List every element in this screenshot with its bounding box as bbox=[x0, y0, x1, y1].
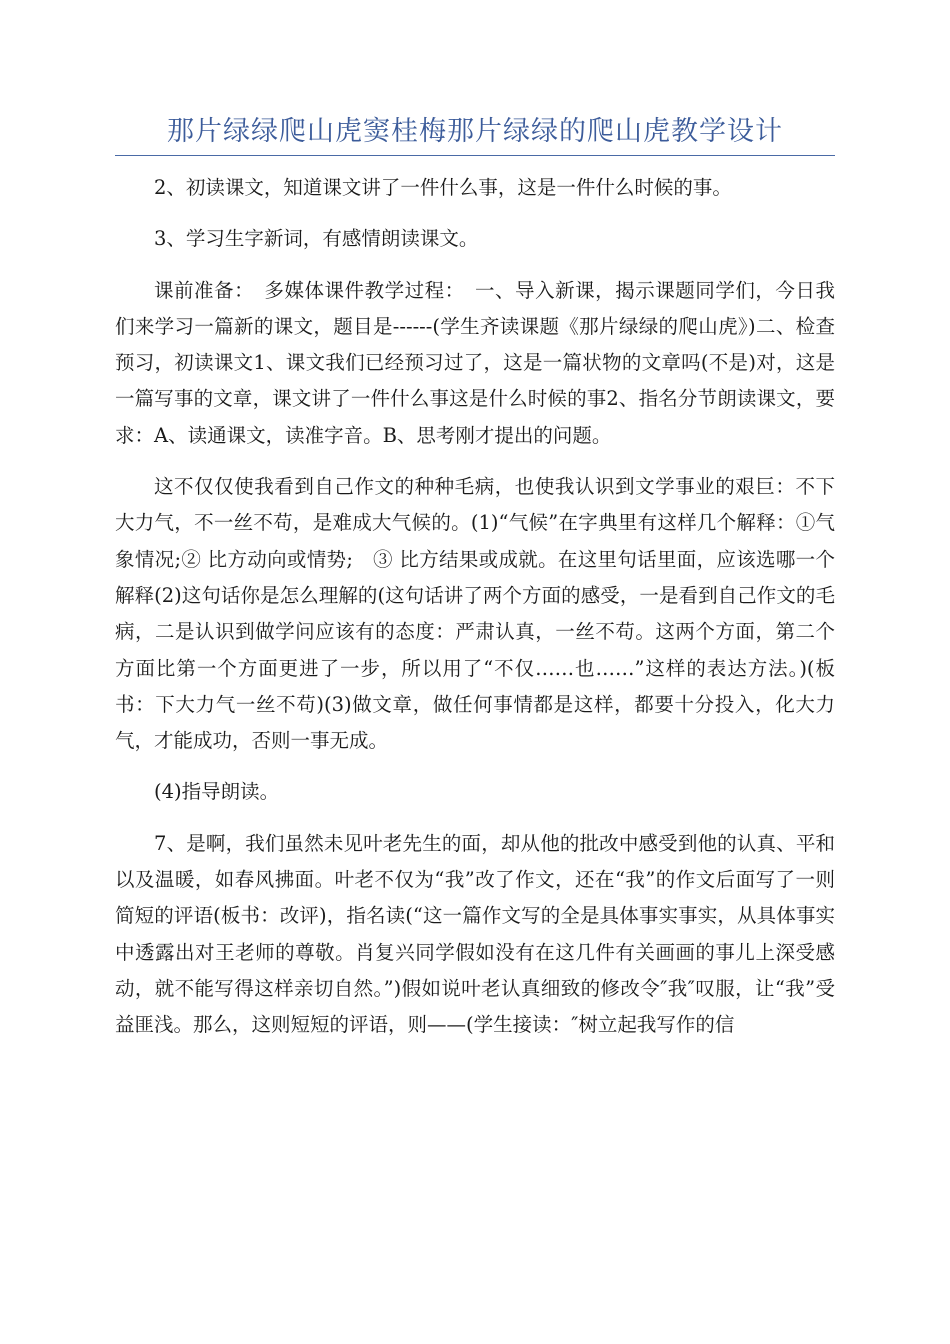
paragraph-3: 课前准备： 多媒体课件教学过程： 一、导入新课，揭示课题同学们，今日我们来学习一篇新的课文，题目是------(学生齐读课题《那片绿绿的爬山虎》)二、检查预习，初读课文1、课文我们已经预习过了，这是一篇状物的文章吗(不是)对，这是一篇写事的文章，课文讲了一件什么事这是什么时候的事2、指名分节朗读课文，要求：A、读通课文，读准字音。B、思考刚才提出的问题。 bbox=[115, 278, 835, 447]
document-body bbox=[115, 170, 835, 1059]
title-underline bbox=[115, 155, 835, 156]
paragraph-4: 这不仅仅使我看到自己作文的种种毛病，也使我认识到文学事业的艰巨：不下大力气，不一丝不苟，是难成大气候的。(1)“气候”在字典里有这样几个解释：①气象情况;② 比方动向或情势; ③ 比方结果或成就。在这里句话里面，应该选哪一个解释(2)这句话你是怎么理解的(这句话讲了两个方面的感受，一是看到自己作文的毛病，二是认识到做学问应该有的态度：严肃认真，一丝不苟。这两个方面，第二个方面比第一个方面更进了一步，所以用了“不仅……也……”这样的表达方法。)(板书：下大力气一丝不苟)(3)做文章，做任何事情都是这样，都要十分投入，化大力气，才能成功，否则一事无成。 bbox=[115, 475, 835, 753]
paragraph-6: 7、是啊，我们虽然未见叶老先生的面，却从他的批改中感受到他的认真、平和以及温暖，如春风拂面。叶老不仅为“我”改了作文，还在“我”的作文后面写了一则简短的评语(板书：改评)，指名读(“这一篇作文写的全是具体事实事实，从具体事实中透露出对王老师的尊敬。肖复兴同学假如没有在这几件有关画画的事儿上深受感动，就不能写得这样亲切自然。”)假如说叶老认真细致的修改令″我″叹服，让“我”受益匪浅。那么，这则短短的评语，则——(学生接读：″树立起我写作的信 bbox=[115, 831, 835, 1037]
paragraph-1: 2、初读课文，知道课文讲了一件什么事，这是一件什么时候的事。 bbox=[154, 176, 732, 199]
paragraph-2: 3、学习生字新词，有感情朗读课文。 bbox=[154, 227, 479, 251]
document-title: 那片绿绿爬山虎窦桂梅那片绿绿的爬山虎教学设计 bbox=[167, 116, 783, 147]
paragraph-5: (4)指导朗读。 bbox=[154, 780, 280, 804]
